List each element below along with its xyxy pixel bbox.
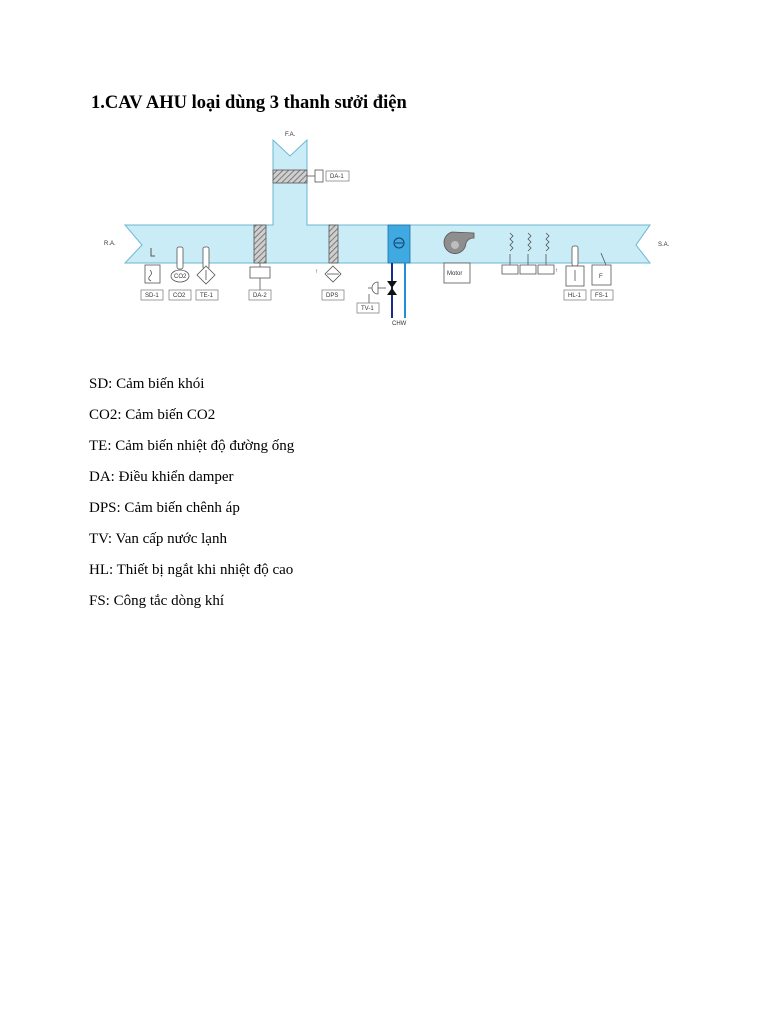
flow-symbol: F (599, 274, 603, 280)
page-heading: 1.CAV AHU loại dùng 3 thanh sưởi điện (91, 93, 407, 113)
tag-fs1: FS-1 (595, 293, 609, 299)
tag-da2: DA-2 (253, 293, 267, 299)
co2-symbol: CO2 (174, 274, 187, 280)
damper-da1 (273, 170, 307, 183)
tag-dps: DPS (326, 293, 339, 299)
legend-item: DPS: Cảm biến chênh áp (89, 500, 240, 516)
abbreviation-legend (89, 371, 294, 619)
legend-item: DA: Điều khiển damper (89, 469, 234, 485)
tag-hl1: HL-1 (568, 293, 582, 299)
legend-item: FS: Công tắc dòng khí (89, 593, 225, 609)
actuator-da1 (315, 170, 323, 182)
damper-da2 (254, 225, 266, 263)
filter (329, 225, 338, 263)
legend-item: TE: Cảm biến nhiệt độ đường ống (89, 438, 295, 454)
tag-tv1: TV-1 (361, 306, 374, 312)
tag-co2: CO2 (173, 293, 186, 299)
svg-text:↑: ↑ (555, 268, 558, 274)
svg-text:↑: ↑ (315, 269, 318, 275)
main-duct (125, 140, 650, 263)
legend-item: SD: Cảm biến khói (89, 376, 205, 392)
legend-item: HL: Thiết bị ngắt khi nhiệt độ cao (89, 562, 294, 578)
co2-probe (177, 247, 183, 269)
supply-air-label: S.A. (658, 242, 670, 248)
chw-label: CHW (392, 321, 407, 327)
valve-actuator-icon (372, 282, 378, 294)
tag-te1: TE-1 (200, 293, 214, 299)
return-air-label: R.A. (104, 241, 116, 247)
tag-da1: DA-1 (330, 174, 344, 180)
tag-sd1: SD-1 (145, 293, 159, 299)
legend-item: TV: Van cấp nước lạnh (89, 531, 227, 547)
fresh-air-label: F.A. (285, 132, 296, 138)
hl-probe (572, 246, 578, 266)
legend-item: CO2: Cảm biến CO2 (89, 407, 216, 423)
ahu-diagram (0, 0, 768, 360)
actuator-da2 (250, 267, 270, 278)
valve-icon (387, 281, 397, 295)
motor-label: Motor (447, 271, 463, 277)
